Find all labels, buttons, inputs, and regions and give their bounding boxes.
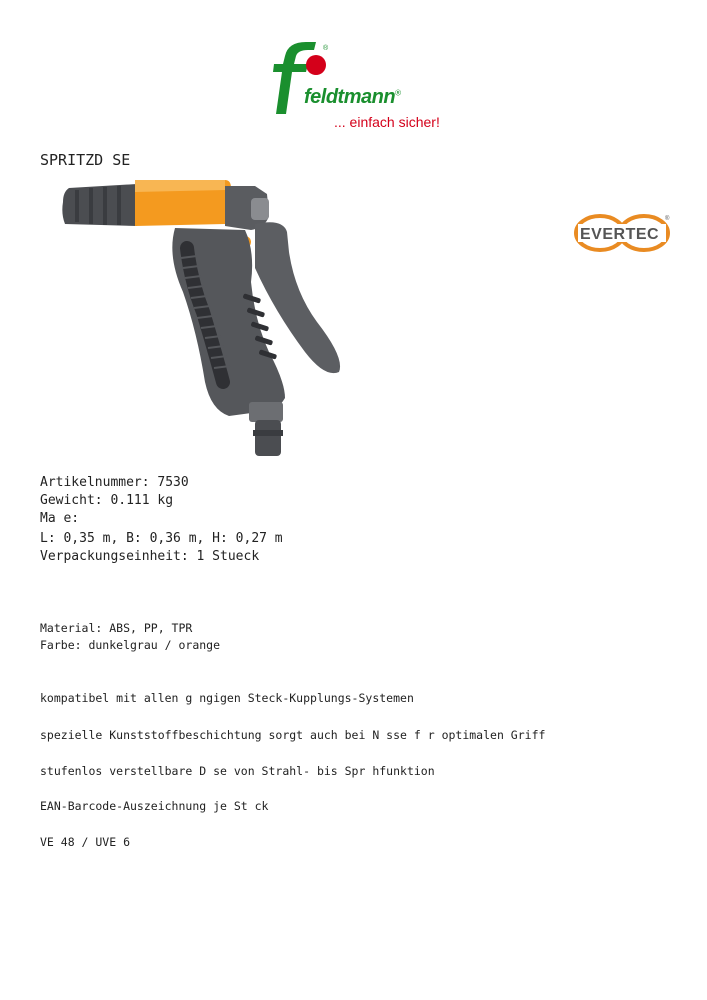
packaging-info: VE 48 / UVE 6 — [40, 835, 131, 849]
spec-packaging-unit: Verpackungseinheit: 1 Stueck — [40, 549, 260, 564]
spec-item-number: Artikelnummer: 7530 — [40, 475, 189, 490]
evertec-name: EVERTEC — [580, 226, 660, 243]
feature-compatibility: kompatibel mit allen g ngigen Steck-Kupplungs-Systemen — [40, 691, 414, 705]
spec-weight: Gewicht: 0.111 kg — [40, 493, 174, 508]
feature-nozzle: stufenlos verstellbare D se von Strahl- bis Spr hfunktion — [40, 764, 435, 778]
evertec-registered-mark: ® — [665, 216, 670, 222]
spec-dimensions-label: Ma e: — [40, 511, 80, 526]
feature-barcode: EAN-Barcode-Auszeichnung je St ck — [40, 799, 269, 813]
material-line: Material: ABS, PP, TPR — [40, 621, 193, 635]
feature-coating: spezielle Kunststoffbeschichtung sorgt auch bei N sse f r optimalen Griff — [40, 728, 546, 742]
logo-registered-mark: ® — [323, 45, 329, 52]
color-line: Farbe: dunkelgrau / orange — [40, 638, 221, 652]
spec-dimensions: L: 0,35 m, B: 0,36 m, H: 0,27 m — [40, 531, 283, 546]
brand-tagline: ... einfach sicher! — [334, 114, 440, 130]
spray-gun-image — [55, 172, 365, 464]
brand-name: feldtmann® — [304, 86, 401, 108]
product-title: SPRITZD SE — [40, 151, 131, 169]
